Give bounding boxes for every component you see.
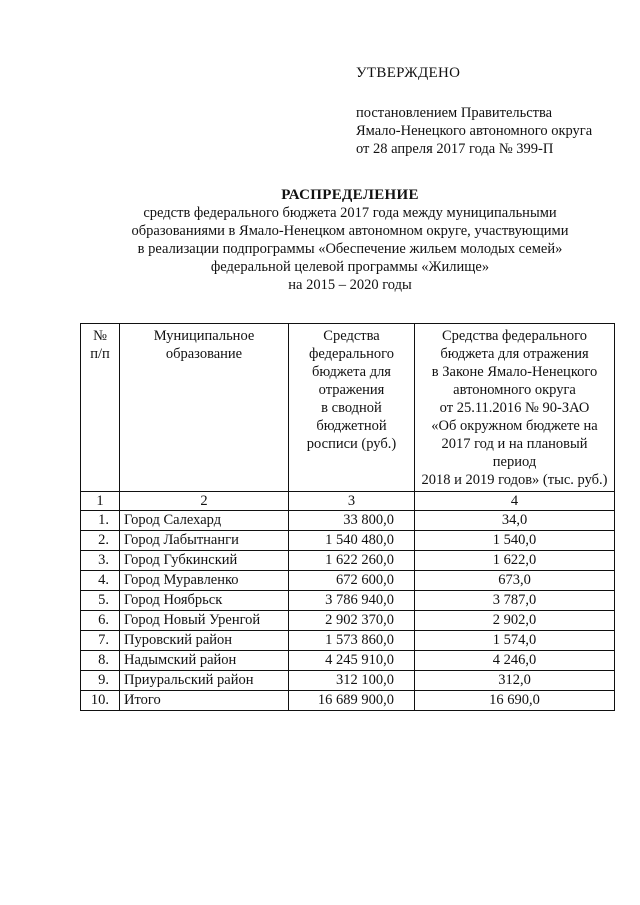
table-row bbox=[81, 531, 615, 551]
column-number: 1 bbox=[81, 492, 120, 511]
title-line: в реализации подпрограммы «Обеспечение жильем молодых семей» bbox=[137, 241, 563, 257]
column-number: 4 bbox=[415, 492, 615, 511]
header-cell-number: № п/п bbox=[81, 324, 120, 492]
municipality-name: Город Салехард bbox=[120, 511, 289, 531]
table-header-row bbox=[81, 324, 615, 492]
title-line: на 2015 – 2020 годы bbox=[288, 277, 412, 293]
amount-thousands: 1 622,0 bbox=[415, 551, 615, 571]
title-line: федеральной целевой программы «Жилище» bbox=[210, 259, 490, 275]
approval-stamp bbox=[356, 64, 626, 158]
amount-rub: 33 800,0 bbox=[289, 511, 415, 531]
title-line: образованиями в Ямало-Ненецком автономном округе, участвующими bbox=[131, 223, 569, 239]
amount-rub: 1 622 260,0 bbox=[289, 551, 415, 571]
distribution-table bbox=[80, 323, 615, 711]
row-number: 1. bbox=[81, 511, 120, 531]
table-row bbox=[81, 611, 615, 631]
row-number: 3. bbox=[81, 551, 120, 571]
amount-rub: 1 573 860,0 bbox=[289, 631, 415, 651]
table-row bbox=[81, 651, 615, 671]
header-cell-municipality: Муниципальное образование bbox=[120, 324, 289, 492]
title-line: средств федерального бюджета 2017 года между муниципальными bbox=[143, 205, 557, 221]
column-number: 2 bbox=[120, 492, 289, 511]
municipality-name: Пуровский район bbox=[120, 631, 289, 651]
table-row bbox=[81, 671, 615, 691]
amount-rub: 3 786 940,0 bbox=[289, 591, 415, 611]
amount-thousands: 2 902,0 bbox=[415, 611, 615, 631]
amount-rub: 1 540 480,0 bbox=[289, 531, 415, 551]
header-cell-thousands: Средства федерального бюджета для отражения в Законе Ямало-Ненецкого автономного округа от 25.11.2016 № 90-ЗАО «Об окружном бюджете на 2017 год и на плановый период 2018 и 2019 годов» (тыс. руб.) bbox=[415, 324, 615, 492]
amount-thousands: 3 787,0 bbox=[415, 591, 615, 611]
approval-heading: УТВЕРЖДЕНО bbox=[356, 65, 461, 81]
approval-line: Ямало-Ненецкого автономного округа bbox=[356, 123, 593, 139]
municipality-name: Город Губкинский bbox=[120, 551, 289, 571]
row-number: 6. bbox=[81, 611, 120, 631]
amount-thousands: 4 246,0 bbox=[415, 651, 615, 671]
header-cell-rub: Средства федерального бюджета для отражения в сводной бюджетной росписи (руб.) bbox=[289, 324, 415, 492]
amount-rub: 312 100,0 bbox=[289, 671, 415, 691]
municipality-name: Город Муравленко bbox=[120, 571, 289, 591]
table-body bbox=[81, 511, 615, 711]
column-number-row bbox=[81, 492, 615, 511]
row-number: 10. bbox=[81, 691, 120, 711]
document-title: РАСПРЕДЕЛЕНИЕ bbox=[281, 187, 419, 203]
row-number: 5. bbox=[81, 591, 120, 611]
column-number: 3 bbox=[289, 492, 415, 511]
row-number: 9. bbox=[81, 671, 120, 691]
amount-rub: 2 902 370,0 bbox=[289, 611, 415, 631]
amount-thousands: 673,0 bbox=[415, 571, 615, 591]
municipality-name: Надымский район bbox=[120, 651, 289, 671]
row-number: 4. bbox=[81, 571, 120, 591]
table-row bbox=[81, 571, 615, 591]
municipality-name: Город Новый Уренгой bbox=[120, 611, 289, 631]
approval-line: от 28 апреля 2017 года № 399-П bbox=[356, 141, 554, 157]
table-row bbox=[81, 551, 615, 571]
row-number: 8. bbox=[81, 651, 120, 671]
table-row bbox=[81, 691, 615, 711]
table-row bbox=[81, 591, 615, 611]
municipality-name: Город Ноябрьск bbox=[120, 591, 289, 611]
amount-rub: 16 689 900,0 bbox=[289, 691, 415, 711]
table-row bbox=[81, 631, 615, 651]
amount-thousands: 16 690,0 bbox=[415, 691, 615, 711]
amount-thousands: 1 540,0 bbox=[415, 531, 615, 551]
amount-rub: 4 245 910,0 bbox=[289, 651, 415, 671]
amount-thousands: 312,0 bbox=[415, 671, 615, 691]
row-number: 7. bbox=[81, 631, 120, 651]
municipality-name: Город Лабытнанги bbox=[120, 531, 289, 551]
row-number: 2. bbox=[81, 531, 120, 551]
municipality-name: Итого bbox=[120, 691, 289, 711]
amount-thousands: 1 574,0 bbox=[415, 631, 615, 651]
municipality-name: Приуральский район bbox=[120, 671, 289, 691]
amount-rub: 672 600,0 bbox=[289, 571, 415, 591]
document-title-block bbox=[80, 186, 620, 294]
table-row bbox=[81, 511, 615, 531]
amount-thousands: 34,0 bbox=[415, 511, 615, 531]
approval-line: постановлением Правительства bbox=[356, 105, 553, 121]
